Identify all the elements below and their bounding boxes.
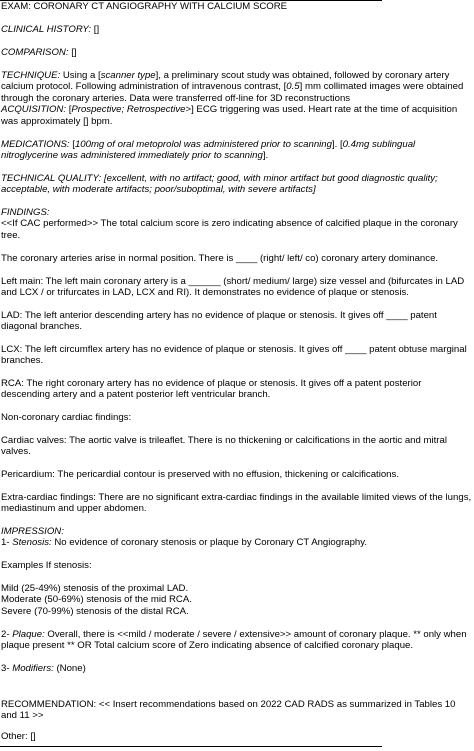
impression-label: IMPRESSION: xyxy=(1,526,64,537)
exam-title: EXAM: CORONARY CT ANGIOGRAPHY WITH CALCIUM SCORE xyxy=(1,1,288,12)
impression-stenosis: IMPRESSION: 1- Stenosis: No evidence of coronary stenosis or plaque by Coronary CT Angiography. xyxy=(1,526,368,549)
technical-quality-label: TECHNICAL QUALITY: xyxy=(1,173,102,184)
impression-modifiers: 3- Modifiers: (None) xyxy=(1,663,86,674)
bottom-rule xyxy=(0,746,382,747)
technique-paragraph: TECHNIQUE: Using a [scanner type], a preliminary scout study was obtained, followed by coronary artery calcium protocol. Following administration of intravenous contrast, [0.5] mm collimated images were obtained through the coronary arteries. Data were transferred off-line for 3D reconstructions ACQUISITION: [Prospective; Retrospective>] ECG triggering was used. Heart rate at the time of acquisition was approximately [] bpm. xyxy=(1,70,464,127)
findings-left-main: Left main: The left main coronary artery is a ______ (short/ medium/ large) size vessel and (bifurcates in LAD and LCX / or trifurcates in LAD, LCX and RI). It demonstrates no evidence of plaque or stenosis. xyxy=(1,276,465,299)
example-moderate: Moderate (50-69%) stenosis of the mid RCA. xyxy=(1,594,192,606)
other: Other: [] xyxy=(1,731,36,742)
clinical-history-label: CLINICAL HISTORY: xyxy=(1,24,92,35)
findings-pericardium: Pericardium: The pericardial contour is preserved with no effusion, thickening or calcifications. xyxy=(1,469,399,480)
medications: MEDICATIONS: [100mg of oral metoprolol was administered prior to scanning]. [0.4mg sublingual nitroglycerine was administered immediately prior to scanning]. xyxy=(1,139,416,162)
technique-label: TECHNIQUE: xyxy=(1,70,61,81)
example-mild: Mild (25-49%) stenosis of the proximal LAD. xyxy=(1,583,189,594)
comparison: COMPARISON: [] xyxy=(1,47,77,58)
findings-label: FINDINGS: xyxy=(1,207,50,218)
findings-dominance: The coronary arteries arise in normal position. There is ____ (right/ left/ co) coronary artery dominance. xyxy=(1,253,439,264)
recommendation: RECOMMENDATION: << Insert recommendations based on 2022 CAD RADS as summarized in Tables 10 and 11 >> xyxy=(1,699,456,722)
technical-quality: TECHNICAL QUALITY: [excellent, with no artifact; good, with minor artifact but good diagnostic quality; acceptable, with moderate artifacts; poor/suboptimal, with severe artifacts] xyxy=(1,173,438,196)
medications-label: MEDICATIONS: xyxy=(1,139,70,150)
findings-non-coronary: Non-coronary cardiac findings: xyxy=(1,412,132,423)
findings-cac: FINDINGS: <<If CAC performed>> The total calcium score is zero indicating absence of calcified plaque in the coronary tree. xyxy=(1,207,458,241)
clinical-history: CLINICAL HISTORY: [] xyxy=(1,24,100,35)
findings-lad: LAD: The left anterior descending artery has no evidence of plaque or stenosis. It gives off ____ patent diagonal branches. xyxy=(1,310,437,333)
impression-examples-label: Examples If stenosis: xyxy=(1,560,92,571)
acquisition-label: ACQUISITION: xyxy=(1,104,67,116)
findings-lcx: LCX: The left circumflex artery has no evidence of plaque or stenosis. It gives off ____ patent obtuse marginal branches. xyxy=(1,344,467,367)
impression-examples xyxy=(1,583,473,617)
comparison-label: COMPARISON: xyxy=(1,47,69,58)
findings-valves: Cardiac valves: The aortic valve is trileaflet. There is no thickening or calcifications in the aortic and mitral valves. xyxy=(1,435,447,458)
impression-plaque: 2- Plaque: Overall, there is <<mild / moderate / severe / extensive>> amount of coronary plaque. ** only when plaque present ** OR Total calcium score of Zero indicating absence of calcified coronary plaque. xyxy=(1,629,467,652)
example-severe: Severe (70-99%) stenosis of the distal RCA. xyxy=(1,605,189,617)
findings-rca: RCA: The right coronary artery has no evidence of plaque or stenosis. It gives off a patent posterior descending artery and a patent posterior left ventricular branch. xyxy=(1,378,422,401)
findings-extra-cardiac: Extra-cardiac findings: There are no significant extra-cardiac findings in the available limited views of the lungs, mediastinum and upper abdomen. xyxy=(1,492,472,515)
